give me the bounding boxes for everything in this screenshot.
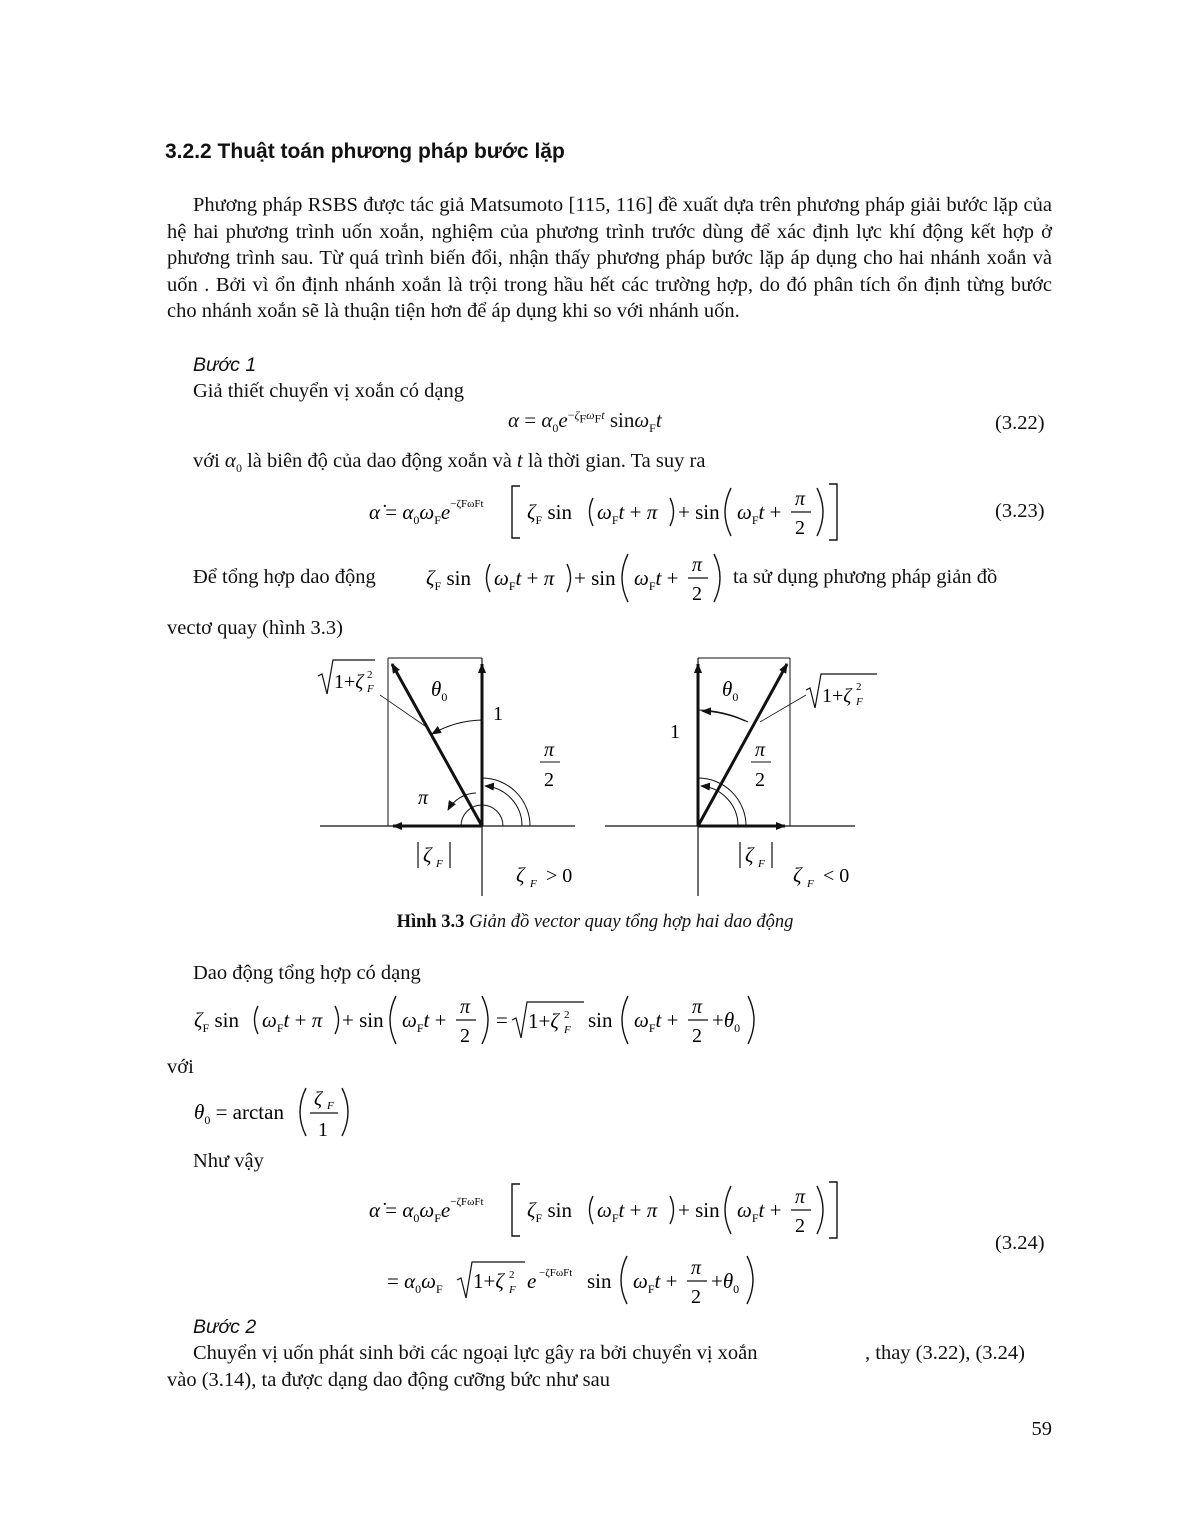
page-number: 59 <box>1031 1418 1052 1440</box>
svg-text:F: F <box>509 1284 516 1296</box>
svg-text:ωFt +: $\omega_Ft$ + <box>402 1008 447 1035</box>
svg-text:2: 2 <box>856 681 862 693</box>
svg-text:ωFt + π: $\omega_Ft + \pi$ <box>494 566 555 593</box>
svg-text:ωFt +: $\omega_Ft$ + <box>634 566 679 593</box>
equation-number-3-24: (3.24) <box>995 1232 1045 1254</box>
svg-text:π: π <box>418 787 429 809</box>
svg-text:1+ζ: 1+ζ <box>473 1269 504 1293</box>
svg-text:e: e <box>527 1269 537 1293</box>
svg-text:2: 2 <box>460 1025 470 1047</box>
svg-text:F: F <box>564 1024 571 1036</box>
svg-text:π: π <box>755 739 766 761</box>
svg-text:ζF sin: $\zeta_F$ sin <box>194 1008 239 1035</box>
step1-assumption: Giả thiết chuyển vị xoắn có dạng <box>193 380 464 402</box>
svg-text:1: 1 <box>493 703 503 725</box>
combined-equation <box>190 990 770 1052</box>
svg-text:2: 2 <box>795 1215 805 1237</box>
svg-text:> 0: > 0 <box>546 865 573 887</box>
synthesis-suffix: ta sử dụng phương pháp giản đồ <box>733 566 998 588</box>
equation-3-23 <box>365 478 845 544</box>
svg-text:+θ0: $+\theta_0$ <box>712 1008 741 1035</box>
svg-text:π: π <box>692 996 703 1018</box>
svg-text:ωFt + π: $\omega_Ft + \pi$ <box>597 1198 658 1225</box>
svg-text:sin: sin <box>588 1008 613 1032</box>
svg-text:π: π <box>795 488 806 510</box>
svg-text:θ0: $\theta_0$ <box>431 677 448 704</box>
svg-text:ωFt + π: $\omega_Ft + \pi$ <box>597 500 658 527</box>
svg-text:ζF sin: $\zeta_F$ sin <box>426 566 471 593</box>
svg-text:+ sin: + sin <box>678 1198 720 1222</box>
svg-text:ζ: ζ <box>423 843 432 867</box>
step2-line2: vào (3.14), ta được dạng dao động cưỡng bức như sau <box>167 1369 610 1391</box>
svg-text:F: F <box>856 696 863 708</box>
svg-text:α̇ = α0ωFe−ζFωFt: α̇ = $\alpha_0\omega_Fe^{-\zeta F\omega Ft}$ <box>369 498 484 527</box>
equation-number-3-22: (3.22) <box>995 412 1045 434</box>
svg-text:F: F <box>530 878 537 890</box>
svg-text:π: π <box>692 554 703 576</box>
left-diagram <box>318 658 575 896</box>
svg-text:−ζFωFt: −ζFωFt <box>539 1267 573 1279</box>
t-symbol: t <box>516 448 523 472</box>
svg-text:1+ζ: 1+ζ <box>528 1009 559 1033</box>
where-line <box>193 448 705 476</box>
svg-text:ζF sin: $\zeta_F$ sin <box>527 1198 572 1225</box>
synthesis-expression <box>422 548 727 610</box>
figure-3-3-diagram <box>300 650 880 905</box>
svg-text:ωFt +: $\omega_Ft$ + <box>737 1198 782 1225</box>
svg-text:+ sin: + sin <box>342 1008 384 1032</box>
svg-text:2: 2 <box>692 583 702 605</box>
svg-text:2: 2 <box>509 1269 515 1281</box>
svg-text:F: F <box>327 1100 334 1112</box>
combined-therefore: Như vậy <box>193 1150 264 1172</box>
svg-text:2: 2 <box>692 1025 702 1047</box>
svg-text:2: 2 <box>564 1009 570 1021</box>
svg-text:ωFt +: $\omega_Ft$ + <box>634 1008 679 1035</box>
svg-text:1: 1 <box>318 1119 328 1141</box>
svg-text:ζ: ζ <box>314 1088 323 1110</box>
svg-text:π: π <box>795 1186 806 1208</box>
svg-text:F: F <box>436 858 443 870</box>
figure-caption-label: Hình 3.3 <box>396 912 465 932</box>
section-heading: 3.2.2 Thuật toán phương pháp bước lặp <box>165 140 565 163</box>
svg-text:ζ: ζ <box>793 863 802 887</box>
svg-text:π: π <box>460 996 471 1018</box>
svg-text:sin: sin <box>587 1269 612 1293</box>
step1-title: Bước 1 <box>193 354 257 376</box>
combined-with: với <box>167 1056 194 1078</box>
svg-text:+ sin: + sin <box>574 566 616 590</box>
svg-text:< 0: < 0 <box>823 865 850 887</box>
vector-text: vectơ quay (hình 3.3) <box>167 617 343 639</box>
svg-text:+θ0: $+\theta_0$ <box>711 1269 740 1296</box>
step2-line1-end: , thay (3.22), (3.24) <box>865 1342 1025 1364</box>
theta0-equation <box>190 1082 370 1144</box>
svg-text:2: 2 <box>544 769 554 791</box>
svg-text:2: 2 <box>367 669 373 681</box>
alpha0-symbol: $\alpha_0$ <box>224 448 242 476</box>
svg-text:2: 2 <box>755 769 765 791</box>
intro-paragraph: Phương pháp RSBS được tác giả Matsumoto [115, 116] đề xuất dựa trên phương pháp giải bước lặp của hệ hai phương trình uốn xoắn, nghiệm của phương trình trước dùng để xác định lực khí động kết hợp ở phương trình sau. Từ quá trình biến đổi, nhận thấy phương pháp bước lặp áp dụng cho hai nhánh xoắn và uốn . Bởi vì ổn định nhánh xoắn là trội trong hầu hết các trường hợp, do đó phân tích ổn định từng bước cho nhánh xoắn sẽ là thuận tiện hơn để áp dụng khi so với nhánh uốn. <box>167 194 1052 322</box>
svg-text:2: 2 <box>795 517 805 539</box>
combined-intro: Dao động tổng hợp có dạng <box>193 962 421 984</box>
svg-text:ωFt +: $\omega_Ft$ + <box>737 500 782 527</box>
svg-text:=: = <box>496 1008 508 1032</box>
step2-title: Bước 2 <box>193 1316 257 1338</box>
svg-text:ωFt + π: $\omega_Ft + \pi$ <box>262 1008 323 1035</box>
svg-text:1: 1 <box>670 721 680 743</box>
svg-text:ζ: ζ <box>745 843 754 867</box>
equation-3-24 <box>365 1176 845 1312</box>
synthesis-prefix: Để tổng hợp dao động <box>193 566 376 588</box>
equation-number-3-23: (3.23) <box>995 500 1045 522</box>
svg-text:ωFt +: $\omega_Ft$ + <box>633 1269 678 1296</box>
step2-line1-start: Chuyển vị uốn phát sinh bởi các ngoại lực gây ra bởi chuyển vị xoắn <box>193 1342 758 1364</box>
svg-text:θ0: $\theta_0$ <box>722 677 739 704</box>
figure-caption-text: Giản đồ vector quay tổng hợp hai dao động <box>469 912 794 932</box>
svg-text:2: 2 <box>691 1286 701 1308</box>
svg-text:α̇ = α0ωFe−ζFωFt: α̇ = $\alpha_0\omega_Fe^{-\zeta F\omega Ft}$ <box>369 1196 484 1225</box>
svg-text:ζ: ζ <box>516 863 525 887</box>
svg-text:1+ζ: 1+ζ <box>334 671 364 693</box>
equation-3-22: $\alpha = \alpha_0e^{-\zeta_F\omega_Ft}$ sinω$_F$t <box>508 408 662 436</box>
svg-text:F: F <box>367 683 374 695</box>
svg-text:1+ζ: 1+ζ <box>822 685 852 707</box>
svg-text:π: π <box>691 1257 702 1279</box>
svg-text:ζF sin: $\zeta_F$ sin <box>527 500 572 527</box>
svg-text:F: F <box>758 858 765 870</box>
right-diagram <box>605 658 877 896</box>
where-suffix: là thời gian. Ta suy ra <box>527 450 706 472</box>
svg-text:F: F <box>807 878 814 890</box>
svg-text:θ0 = arctan: $\theta_0 = \arctan$ <box>194 1100 284 1127</box>
figure-caption <box>0 912 1190 933</box>
svg-text:+ sin: + sin <box>678 500 720 524</box>
where-prefix: với <box>193 450 220 472</box>
svg-text:= α0ωF: = $\alpha_0\omega_F$ <box>387 1269 443 1296</box>
where-middle: là biên độ của dao động xoắn và <box>247 450 512 472</box>
svg-text:π: π <box>544 739 555 761</box>
